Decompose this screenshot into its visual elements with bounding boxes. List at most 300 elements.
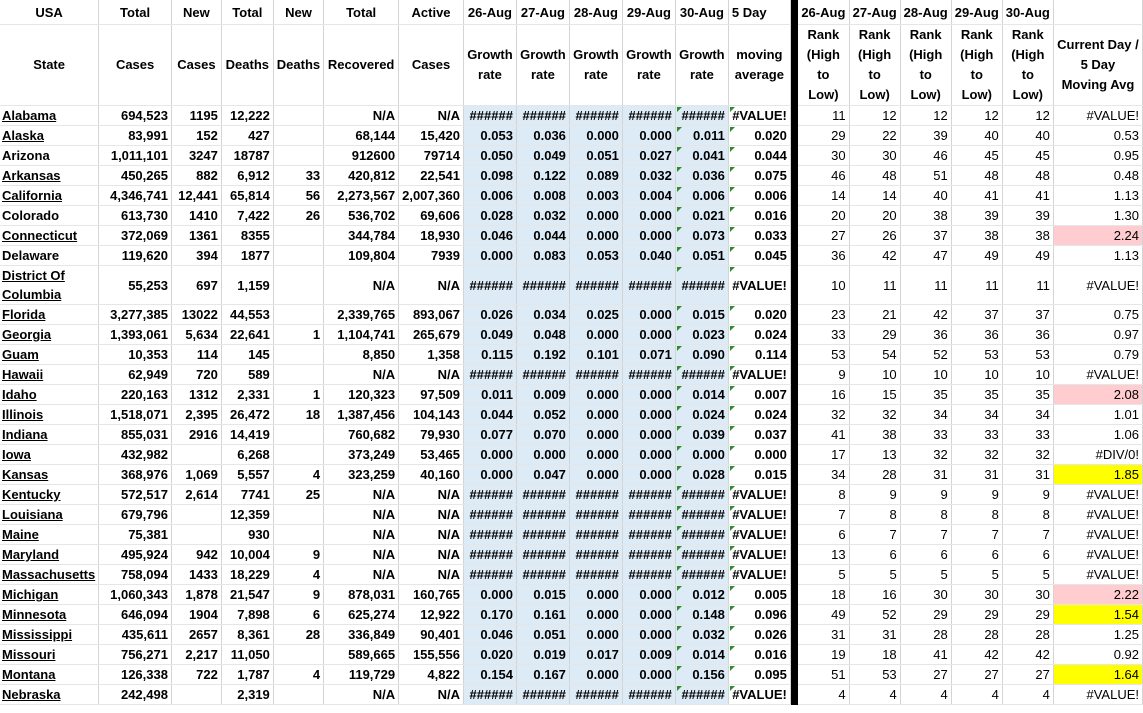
cell[interactable]: 1.13 (1053, 186, 1142, 206)
cell[interactable]: 0.050 (463, 146, 516, 166)
cell[interactable]: 0.000 (569, 465, 622, 485)
cell[interactable]: 28 (1002, 625, 1053, 645)
cell[interactable]: 40 (1002, 126, 1053, 146)
cell[interactable]: 109,804 (324, 246, 399, 266)
cell[interactable]: ###### (675, 106, 728, 126)
cell[interactable]: 0.090 (675, 345, 728, 365)
cell[interactable]: 0.053 (463, 126, 516, 146)
cell[interactable]: ###### (675, 565, 728, 585)
cell[interactable]: 0.156 (675, 665, 728, 685)
cell[interactable]: 0.000 (622, 206, 675, 226)
cell[interactable]: 8355 (221, 226, 273, 246)
cell[interactable]: 26 (849, 226, 900, 246)
cell[interactable]: 45 (951, 146, 1002, 166)
cell[interactable]: N/A (399, 485, 464, 505)
cell[interactable]: 31 (849, 625, 900, 645)
cell[interactable]: 0.020 (728, 305, 790, 325)
cell[interactable]: 0.048 (516, 325, 569, 345)
cell[interactable]: 31 (951, 465, 1002, 485)
column-header[interactable]: Cases (99, 25, 172, 106)
cell[interactable]: 29 (849, 325, 900, 345)
cell[interactable]: 0.019 (516, 645, 569, 665)
state-label[interactable]: Iowa (2, 447, 31, 462)
cell[interactable]: 36 (900, 325, 951, 345)
cell[interactable]: 35 (1002, 385, 1053, 405)
cell[interactable]: 1.01 (1053, 405, 1142, 425)
cell[interactable]: 694,523 (99, 106, 172, 126)
column-header[interactable]: 26-Aug (798, 0, 849, 25)
state-label[interactable]: Georgia (2, 327, 52, 342)
cell[interactable]: 32 (951, 445, 1002, 465)
cell[interactable]: 2.08 (1053, 385, 1142, 405)
cell[interactable]: 51 (798, 665, 849, 685)
cell[interactable]: 1.54 (1053, 605, 1142, 625)
cell[interactable]: 0.000 (622, 126, 675, 146)
cell[interactable]: 1,060,343 (99, 585, 172, 605)
state-label[interactable]: Alabama (2, 108, 57, 123)
column-header[interactable]: Rank (High to Low) (849, 25, 900, 106)
cell[interactable]: 30 (1002, 585, 1053, 605)
cell[interactable]: #VALUE! (1053, 685, 1142, 705)
cell[interactable]: 372,069 (99, 226, 172, 246)
cell[interactable]: 13 (849, 445, 900, 465)
cell[interactable]: 36 (951, 325, 1002, 345)
cell[interactable]: 1,878 (171, 585, 221, 605)
cell[interactable]: 37 (900, 226, 951, 246)
cell[interactable]: #DIV/0! (1053, 445, 1142, 465)
cell[interactable]: 2,614 (171, 485, 221, 505)
cell[interactable]: 9 (273, 585, 323, 605)
cell[interactable]: #VALUE! (728, 505, 790, 525)
cell[interactable]: 697 (171, 266, 221, 305)
cell[interactable]: 6 (1002, 545, 1053, 565)
cell[interactable]: 11 (798, 106, 849, 126)
cell[interactable]: 2.24 (1053, 226, 1142, 246)
state-link[interactable] (0, 345, 99, 365)
cell[interactable]: 83,991 (99, 126, 172, 146)
column-header[interactable]: 26-Aug (463, 0, 516, 25)
state-link[interactable] (0, 385, 99, 405)
cell[interactable]: 930 (221, 525, 273, 545)
state-name[interactable] (0, 146, 99, 166)
state-label[interactable]: Guam (2, 347, 39, 362)
cell[interactable]: 0.049 (463, 325, 516, 345)
cell[interactable]: 1195 (171, 106, 221, 126)
cell[interactable]: 0.000 (675, 445, 728, 465)
cell[interactable]: 1,787 (221, 665, 273, 685)
cell[interactable]: 16 (798, 385, 849, 405)
cell[interactable]: 33 (798, 325, 849, 345)
cell[interactable]: 368,976 (99, 465, 172, 485)
cell[interactable]: 0.014 (675, 385, 728, 405)
state-name[interactable] (0, 246, 99, 266)
cell[interactable]: 9 (273, 545, 323, 565)
cell[interactable]: 242,498 (99, 685, 172, 705)
cell[interactable]: 0.014 (675, 645, 728, 665)
cell[interactable]: N/A (399, 565, 464, 585)
cell[interactable]: 5 (849, 565, 900, 585)
cell[interactable]: 0.032 (675, 625, 728, 645)
state-label[interactable]: Kentucky (2, 487, 61, 502)
cell[interactable]: 0.028 (675, 465, 728, 485)
state-link[interactable] (0, 465, 99, 485)
column-header[interactable]: 29-Aug (622, 0, 675, 25)
cell[interactable]: 0.098 (463, 166, 516, 186)
cell[interactable]: N/A (324, 525, 399, 545)
cell[interactable]: ###### (569, 266, 622, 305)
cell[interactable]: 0.015 (728, 465, 790, 485)
cell[interactable]: 0.096 (728, 605, 790, 625)
cell[interactable]: 679,796 (99, 505, 172, 525)
cell[interactable]: 14,419 (221, 425, 273, 445)
cell[interactable]: 625,274 (324, 605, 399, 625)
cell[interactable]: 1.85 (1053, 465, 1142, 485)
cell[interactable]: 33 (900, 425, 951, 445)
cell[interactable] (273, 305, 323, 325)
cell[interactable]: 34 (951, 405, 1002, 425)
column-header[interactable]: Current Day / 5 Day Moving Avg (1053, 25, 1142, 106)
cell[interactable]: 17 (798, 445, 849, 465)
cell[interactable]: 1.30 (1053, 206, 1142, 226)
cell[interactable]: 53,465 (399, 445, 464, 465)
column-header[interactable]: State (0, 25, 99, 106)
cell[interactable]: 0.005 (728, 585, 790, 605)
cell[interactable]: 1,011,101 (99, 146, 172, 166)
cell[interactable] (273, 645, 323, 665)
cell[interactable]: 18 (849, 645, 900, 665)
cell[interactable]: 0.000 (622, 625, 675, 645)
cell[interactable]: ###### (622, 565, 675, 585)
cell[interactable]: ###### (516, 545, 569, 565)
cell[interactable]: 0.016 (728, 206, 790, 226)
cell[interactable]: 68,144 (324, 126, 399, 146)
cell[interactable]: 20 (849, 206, 900, 226)
cell[interactable]: 0.000 (569, 325, 622, 345)
cell[interactable]: 26 (273, 206, 323, 226)
cell[interactable]: 0.000 (622, 465, 675, 485)
cell[interactable]: 0.089 (569, 166, 622, 186)
cell[interactable]: 0.000 (622, 385, 675, 405)
cell[interactable]: 0.009 (516, 385, 569, 405)
cell[interactable]: 22,541 (399, 166, 464, 186)
cell[interactable]: 5 (951, 565, 1002, 585)
column-header[interactable]: Deaths (273, 25, 323, 106)
state-link[interactable] (0, 585, 99, 605)
cell[interactable]: 0.020 (463, 645, 516, 665)
cell[interactable]: 16 (849, 585, 900, 605)
cell[interactable]: 39 (951, 206, 1002, 226)
cell[interactable]: ###### (622, 365, 675, 385)
cell[interactable]: 7,898 (221, 605, 273, 625)
cell[interactable]: 55,253 (99, 266, 172, 305)
cell[interactable]: 0.011 (675, 126, 728, 146)
cell[interactable]: 0.97 (1053, 325, 1142, 345)
cell[interactable]: 12,922 (399, 605, 464, 625)
cell[interactable] (171, 525, 221, 545)
cell[interactable]: 0.000 (463, 445, 516, 465)
cell[interactable]: 32 (900, 445, 951, 465)
cell[interactable]: ###### (516, 266, 569, 305)
cell[interactable]: 432,982 (99, 445, 172, 465)
cell[interactable]: 0.026 (463, 305, 516, 325)
cell[interactable]: 12 (951, 106, 1002, 126)
state-label[interactable]: Idaho (2, 387, 37, 402)
cell[interactable]: 31 (900, 465, 951, 485)
cell[interactable]: 51 (900, 166, 951, 186)
cell[interactable]: 0.122 (516, 166, 569, 186)
cell[interactable]: 90,401 (399, 625, 464, 645)
state-label[interactable]: Kansas (2, 467, 49, 482)
cell[interactable]: 0.011 (463, 385, 516, 405)
cell[interactable]: 0.167 (516, 665, 569, 685)
cell[interactable]: 0.040 (622, 246, 675, 266)
cell[interactable]: 126,338 (99, 665, 172, 685)
cell[interactable]: N/A (399, 685, 464, 705)
cell[interactable]: 18787 (221, 146, 273, 166)
cell[interactable]: 18 (273, 405, 323, 425)
cell[interactable]: 0.007 (728, 385, 790, 405)
state-link[interactable] (0, 625, 99, 645)
state-link[interactable] (0, 305, 99, 325)
cell[interactable] (273, 505, 323, 525)
cell[interactable]: 22,641 (221, 325, 273, 345)
cell[interactable]: 1.13 (1053, 246, 1142, 266)
cell[interactable]: #VALUE! (1053, 365, 1142, 385)
cell[interactable]: 10 (1002, 365, 1053, 385)
cell[interactable]: 34 (1002, 405, 1053, 425)
state-link[interactable] (0, 685, 99, 705)
cell[interactable]: ###### (622, 685, 675, 705)
cell[interactable]: 38 (900, 206, 951, 226)
state-label[interactable]: Indiana (2, 427, 48, 442)
state-link[interactable] (0, 226, 99, 246)
cell[interactable]: 27 (798, 226, 849, 246)
cell[interactable]: #VALUE! (728, 266, 790, 305)
cell[interactable]: 0.006 (728, 186, 790, 206)
cell[interactable]: 65,814 (221, 186, 273, 206)
cell[interactable]: 42 (1002, 645, 1053, 665)
cell[interactable]: 53 (849, 665, 900, 685)
cell[interactable]: ###### (569, 106, 622, 126)
cell[interactable]: 0.006 (463, 186, 516, 206)
cell[interactable]: 0.095 (728, 665, 790, 685)
cell[interactable]: 25 (273, 485, 323, 505)
cell[interactable]: 0.036 (516, 126, 569, 146)
cell[interactable]: 572,517 (99, 485, 172, 505)
cell[interactable] (273, 146, 323, 166)
state-label[interactable]: Michigan (2, 587, 59, 602)
cell[interactable]: 160,765 (399, 585, 464, 605)
cell[interactable]: 29 (1002, 605, 1053, 625)
cell[interactable]: ###### (675, 525, 728, 545)
cell[interactable]: 0.000 (622, 425, 675, 445)
cell[interactable]: 1 (273, 325, 323, 345)
cell[interactable]: 145 (221, 345, 273, 365)
cell[interactable]: ###### (463, 266, 516, 305)
cell[interactable]: 10,353 (99, 345, 172, 365)
cell[interactable]: ###### (569, 525, 622, 545)
cell[interactable]: 46 (900, 146, 951, 166)
cell[interactable]: ###### (463, 565, 516, 585)
cell[interactable]: 0.53 (1053, 126, 1142, 146)
cell[interactable]: 53 (798, 345, 849, 365)
cell[interactable]: 31 (1002, 465, 1053, 485)
state-label[interactable]: Hawaii (2, 367, 44, 382)
cell[interactable]: ###### (516, 525, 569, 545)
cell[interactable]: ###### (622, 106, 675, 126)
cell[interactable]: 0.015 (516, 585, 569, 605)
cell[interactable]: 34 (900, 405, 951, 425)
cell[interactable]: 0.161 (516, 605, 569, 625)
state-link[interactable] (0, 365, 99, 385)
cell[interactable]: 6,268 (221, 445, 273, 465)
cell[interactable]: 2,007,360 (399, 186, 464, 206)
cell[interactable]: #VALUE! (728, 106, 790, 126)
cell[interactable]: ###### (569, 365, 622, 385)
cell[interactable]: 0.148 (675, 605, 728, 625)
cell[interactable]: 11 (900, 266, 951, 305)
state-label[interactable]: Mississippi (2, 627, 73, 642)
cell[interactable]: 42 (900, 305, 951, 325)
state-label[interactable]: Montana (2, 667, 56, 682)
cell[interactable]: 0.009 (622, 645, 675, 665)
cell[interactable]: ###### (675, 545, 728, 565)
cell[interactable] (273, 126, 323, 146)
cell[interactable]: 48 (951, 166, 1002, 186)
column-header[interactable]: Growth rate (569, 25, 622, 106)
cell[interactable] (171, 685, 221, 705)
cell[interactable]: 39 (900, 126, 951, 146)
cell[interactable]: ###### (675, 505, 728, 525)
cell[interactable]: 27 (900, 665, 951, 685)
cell[interactable]: 0.000 (569, 425, 622, 445)
cell[interactable]: 53 (951, 345, 1002, 365)
cell[interactable]: 2,319 (221, 685, 273, 705)
cell[interactable]: 758,094 (99, 565, 172, 585)
cell[interactable]: 30 (951, 585, 1002, 605)
cell[interactable]: 10 (951, 365, 1002, 385)
column-header[interactable]: New (273, 0, 323, 25)
cell[interactable]: #VALUE! (1053, 485, 1142, 505)
state-link[interactable] (0, 325, 99, 345)
cell[interactable]: 32 (849, 405, 900, 425)
cell[interactable]: 0.071 (622, 345, 675, 365)
cell[interactable]: 0.000 (463, 246, 516, 266)
column-header[interactable]: Deaths (221, 25, 273, 106)
cell[interactable]: 855,031 (99, 425, 172, 445)
state-link[interactable] (0, 445, 99, 465)
cell[interactable]: ###### (622, 485, 675, 505)
cell[interactable]: #VALUE! (728, 365, 790, 385)
cell[interactable]: 18 (798, 585, 849, 605)
cell[interactable]: 10,004 (221, 545, 273, 565)
cell[interactable]: 1.64 (1053, 665, 1142, 685)
column-header[interactable]: Recovered (324, 25, 399, 106)
cell[interactable]: 2,217 (171, 645, 221, 665)
cell[interactable]: 15 (849, 385, 900, 405)
cell[interactable] (273, 266, 323, 305)
cell[interactable]: 4 (273, 665, 323, 685)
cell[interactable]: 450,265 (99, 166, 172, 186)
cell[interactable]: 37 (1002, 305, 1053, 325)
cell[interactable]: 0.192 (516, 345, 569, 365)
cell[interactable]: 8 (951, 505, 1002, 525)
cell[interactable]: 878,031 (324, 585, 399, 605)
cell[interactable]: ###### (463, 525, 516, 545)
cell[interactable]: 15,420 (399, 126, 464, 146)
state-label[interactable]: Missouri (2, 647, 56, 662)
cell[interactable]: 120,323 (324, 385, 399, 405)
state-link[interactable] (0, 525, 99, 545)
cell[interactable]: 4,346,741 (99, 186, 172, 206)
cell[interactable]: 152 (171, 126, 221, 146)
cell[interactable]: 336,849 (324, 625, 399, 645)
column-header[interactable]: Total (221, 0, 273, 25)
cell[interactable]: 323,259 (324, 465, 399, 485)
cell[interactable]: 54 (849, 345, 900, 365)
cell[interactable]: 4 (273, 565, 323, 585)
column-header[interactable]: 28-Aug (900, 0, 951, 25)
cell[interactable]: N/A (399, 106, 464, 126)
cell[interactable]: 42 (951, 645, 1002, 665)
state-label[interactable]: Alaska (2, 128, 44, 143)
cell[interactable]: 21,547 (221, 585, 273, 605)
cell[interactable]: 536,702 (324, 206, 399, 226)
cell[interactable]: 7939 (399, 246, 464, 266)
cell[interactable]: 0.016 (728, 645, 790, 665)
cell[interactable]: 7 (951, 525, 1002, 545)
cell[interactable]: 49 (798, 605, 849, 625)
column-header[interactable]: 27-Aug (849, 0, 900, 25)
cell[interactable]: 0.000 (622, 445, 675, 465)
cell[interactable]: 5 (900, 565, 951, 585)
state-link[interactable] (0, 485, 99, 505)
cell[interactable]: 18,229 (221, 565, 273, 585)
cell[interactable]: ###### (569, 565, 622, 585)
cell[interactable]: 373,249 (324, 445, 399, 465)
state-label[interactable]: Maine (2, 527, 39, 542)
cell[interactable]: 10 (798, 266, 849, 305)
cell[interactable]: 41 (798, 425, 849, 445)
cell[interactable]: 4 (900, 685, 951, 705)
cell[interactable]: 0.000 (622, 405, 675, 425)
cell[interactable]: 1 (273, 385, 323, 405)
state-label[interactable]: Massachusetts (2, 567, 96, 582)
cell[interactable]: 41 (1002, 186, 1053, 206)
cell[interactable]: #VALUE! (728, 565, 790, 585)
state-link[interactable] (0, 266, 99, 305)
cell[interactable]: #VALUE! (1053, 565, 1142, 585)
cell[interactable]: 0.049 (516, 146, 569, 166)
cell[interactable]: 5,634 (171, 325, 221, 345)
cell[interactable]: 39 (1002, 206, 1053, 226)
cell[interactable]: 882 (171, 166, 221, 186)
cell[interactable]: 79,930 (399, 425, 464, 445)
cell[interactable]: 4 (849, 685, 900, 705)
column-header[interactable]: Growth rate (516, 25, 569, 106)
cell[interactable]: 0.034 (516, 305, 569, 325)
cell[interactable]: 155,556 (399, 645, 464, 665)
cell[interactable]: 0.045 (728, 246, 790, 266)
state-link[interactable] (0, 645, 99, 665)
cell[interactable]: 0.000 (622, 585, 675, 605)
state-link[interactable] (0, 106, 99, 126)
cell[interactable]: 1361 (171, 226, 221, 246)
cell[interactable]: 3,277,385 (99, 305, 172, 325)
cell[interactable]: N/A (399, 505, 464, 525)
cell[interactable]: 0.053 (569, 246, 622, 266)
column-header[interactable]: Growth rate (675, 25, 728, 106)
